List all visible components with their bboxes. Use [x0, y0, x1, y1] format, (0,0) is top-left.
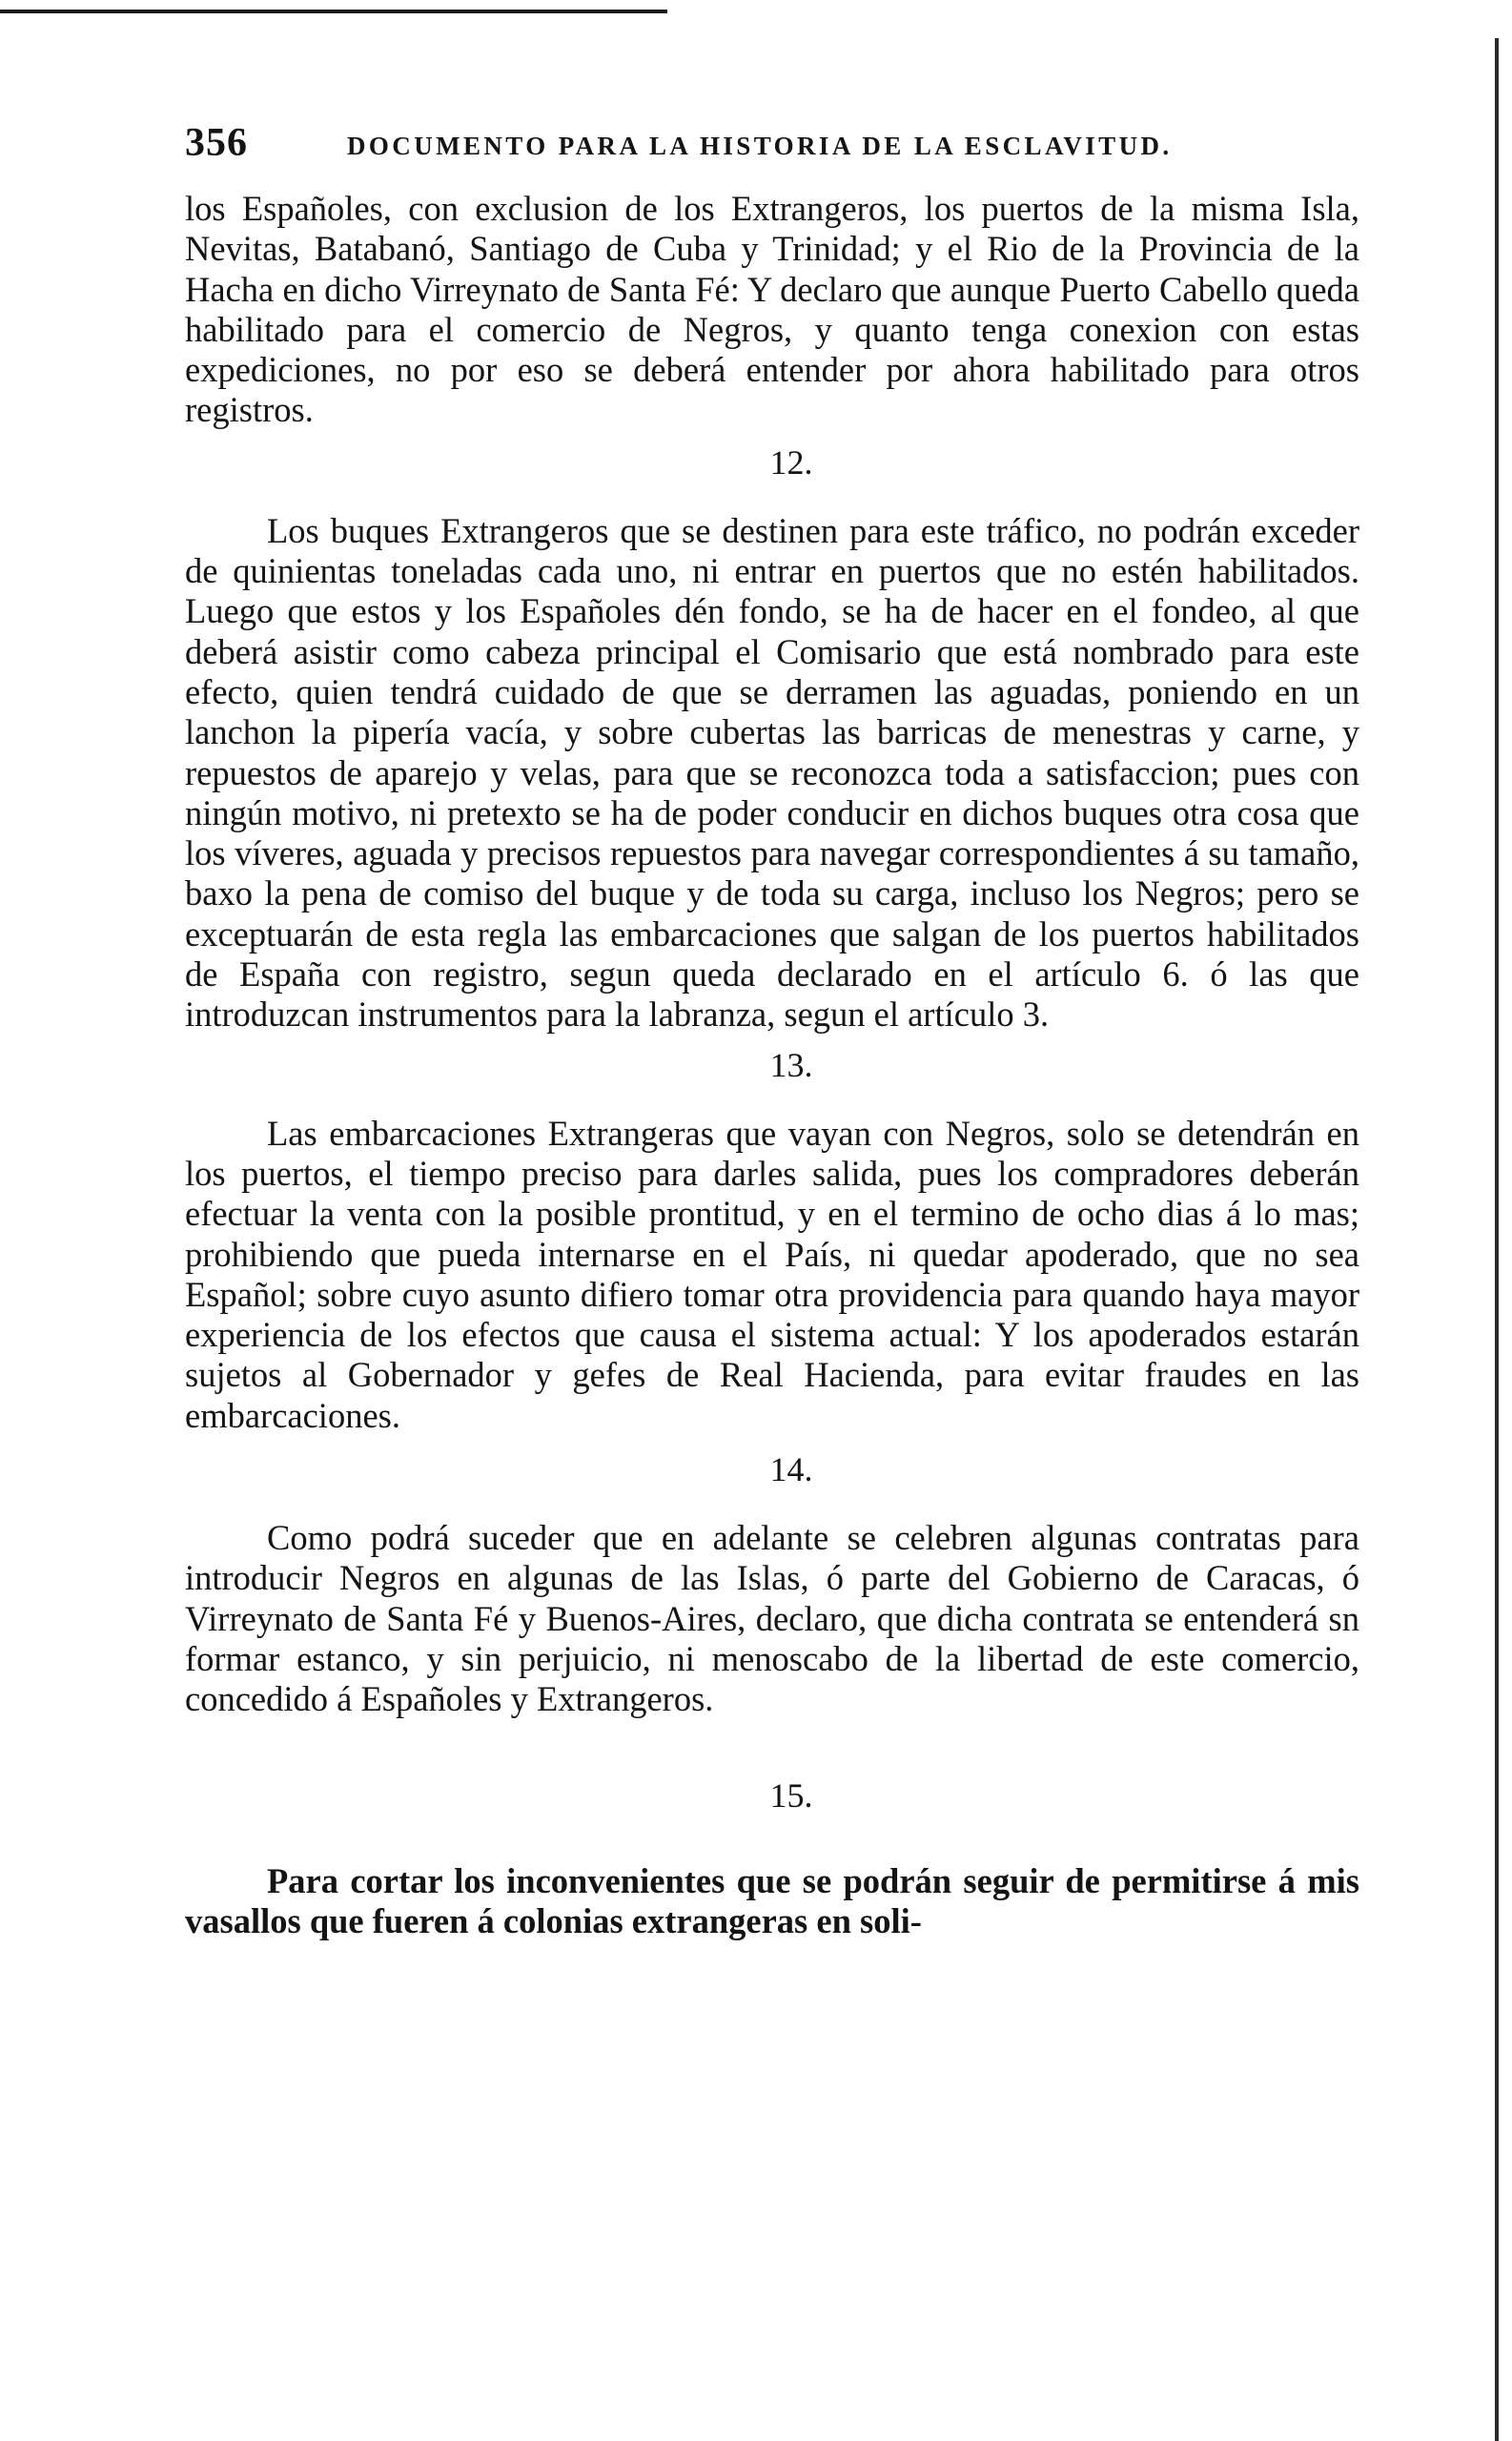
page-number: 356 [185, 121, 248, 165]
top-scan-rule [0, 10, 667, 13]
article-number-13: 13. [769, 1045, 813, 1084]
article-number-15: 15. [769, 1775, 813, 1815]
article-15-text: Para cortar los inconvenientes que se podrán seguir de permitirse á mis vasallos que fueren á colonias extrangeras en soli- [185, 1860, 1359, 1940]
article-14-text: Como podrá suceder que en adelante se celebren algunas contratas para introducir Negros en algunas de las Islas, ó parte del Gobierno de Caracas, ó Virreynato de Santa Fé y Buenos-Aires, declaro, que dicha contrata se entenderá sn formar estanco, y sin perjuicio, ni menoscabo de la libertad de este comercio, concedido á Españoles y Extrangeros. [185, 1518, 1359, 1719]
article-13-text: Las embarcaciones Extrangeras que vayan con Negros, solo se detendrán en los puertos, el tiempo preciso para darles salida, pues los compradores deberán efectuar la venta con la posible prontitud, y en el termino de ocho dias á lo mas; prohibiendo que pueda internarse en el País, ni quedar apoderado, que no sea Español; sobre cuyo asunto difiero tomar otra providencia para quando haya mayor experiencia de los efectos que causa el sistema actual: Y los apoderados estarán sujetos al Gobernador y gefes de Real Hacienda, para evitar fraudes en las embarcaciones. [185, 1113, 1359, 1435]
running-title: DOCUMENTO PARA LA HISTORIA DE LA ESCLAVITUD. [347, 132, 1173, 160]
article-number-14: 14. [769, 1450, 813, 1489]
running-head [185, 113, 1359, 166]
right-scan-rule [1495, 38, 1499, 2441]
article-number-12: 12. [769, 442, 813, 482]
paragraph-continuation: los Españoles, con exclusion de los Extrangeros, los puertos de la misma Isla, Nevitas, Batabanó, Santiago de Cuba y Trinidad; y el Rio de la Provincia de la Hacha en dicho Virreynato de Santa Fé: Y declaro que aunque Puerto Cabello queda habilitado para el comercio de Negros, y quanto tenga conexion con estas expediciones, no por eso se deberá entender por ahora habilitado para otros registros. [185, 189, 1359, 430]
book-page [185, 113, 1359, 1941]
article-12-text: Los buques Extrangeros que se destinen para este tráfico, no podrán exceder de quinientas toneladas cada uno, ni entrar en puertos que no estén habilitados. Luego que estos y los Españoles dén fondo, se ha de hacer en el fondeo, al que deberá asistir como cabeza principal el Comisario que está nombrado para este efecto, quien tendrá cuidado de que se derramen las aguadas, poniendo en un lanchon la pipería vacía, y sobre cubertas las barricas de menestras y carne, y repuestos de aparejo y velas, para que se reconozca toda a satisfaccion; pues con ningún motivo, ni pretexto se ha de poder conducir en dichos buques otra cosa que los víveres, aguada y precisos repuestos para navegar correspondientes á su tamaño, baxo la pena de comiso del buque y de toda su carga, incluso los Negros; pero se exceptuarán de esta regla las embarcaciones que salgan de los puertos habilitados de España con registro, segun queda declarado en el artículo 6. ó las que introduzcan instrumentos para la labranza, segun el artículo 3. [185, 510, 1359, 1035]
